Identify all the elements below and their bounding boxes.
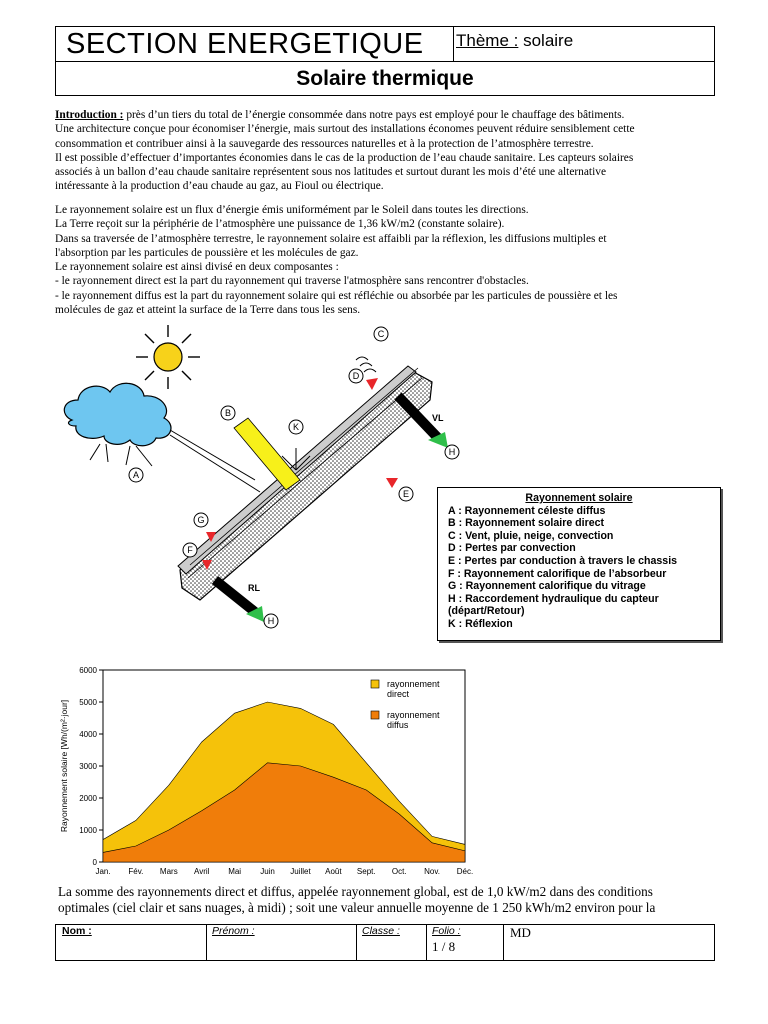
diagram-label-g: G	[197, 515, 205, 525]
rayonnement-paragraph	[55, 203, 715, 317]
intro-paragraph	[55, 108, 715, 194]
intro-line: Il est possible d’effectuer d’importantes économies dans le cas de la production de l’eau chaude sanitaire. Les capteurs solaires	[55, 151, 634, 164]
diagram-label-f: F	[187, 545, 193, 555]
intro-line	[55, 108, 715, 122]
y-tick-label: 6000	[79, 666, 97, 675]
legend-item: G : Rayonnement calorifique du vitrage	[448, 580, 646, 593]
intro-line: Une architecture conçue pour économiser l’énergie, mais surtout des installations économes peuvent réduire sensiblement cette	[55, 123, 635, 136]
classe-label: Classe :	[362, 925, 400, 937]
legend-diffus-1: rayonnement	[387, 710, 440, 720]
x-tick-label: Jan.	[95, 867, 111, 876]
diagram-label-h-top: H	[448, 447, 456, 457]
closing-line: optimales (ciel clair et sans nuages, à midi) ; soit une valeur annuelle moyenne de 1 250 kWh/m2 environ pour la	[58, 900, 656, 915]
diagram-label-rl: RL	[248, 583, 260, 593]
header-divider	[453, 27, 454, 61]
y-tick-label: 3000	[79, 762, 97, 771]
x-tick-label: Août	[325, 867, 342, 876]
intro-line: consommation et contribuer ainsi à la sauvegarde des ressources naturelles et à la protection de l’atmosphère terrestre.	[55, 137, 594, 150]
legend-item: K : Réflexion	[448, 617, 513, 630]
text-line: La Terre reçoit sur la périphérie de l’atmosphère une puissance de 1,36 kW/m2 (constante solaire).	[55, 218, 505, 231]
intro-label: Introduction :	[55, 109, 124, 121]
solar-radiation-chart	[55, 662, 475, 882]
legend-item: C : Vent, pluie, neige, convection	[448, 529, 614, 542]
legend-item: E : Pertes par conduction à travers le chassis	[448, 554, 678, 567]
legend-direct-1: rayonnement	[387, 679, 440, 689]
folio-label: Folio :	[432, 925, 461, 937]
intro-line: intéressante à la production d’eau chaude au gaz, au Fioul ou électrique.	[55, 180, 384, 193]
intro-text: près d’un tiers du total de l’énergie consommée dans notre pays est employé pour le chauffage des bâtiments.	[123, 109, 625, 121]
text-line: l'absorption par les particules de poussière et les molécules de gaz.	[55, 246, 359, 259]
y-tick-label: 4000	[79, 730, 97, 739]
intro-line: associés à un ballon d’eau chaude sanitaire représentent sous nos latitudes et surtout durant les mois d’été une alternative	[55, 166, 607, 179]
x-tick-label: Fév.	[128, 867, 144, 876]
x-tick-label: Juillet	[290, 867, 311, 876]
theme-label: Thème :	[456, 31, 519, 50]
diagram-label-d: D	[352, 371, 360, 381]
theme-value: solaire	[523, 31, 574, 50]
text-line: Dans sa traversée de l’atmosphère terrestre, le rayonnement solaire est affaibli par la réflexion, les diffusions multiples et	[55, 232, 607, 245]
folio-cell	[426, 925, 504, 960]
theme	[456, 31, 573, 51]
diagram-label-a: A	[132, 470, 140, 480]
text-line: - le rayonnement direct est la part du rayonnement qui traverse l'atmosphère sans rencontrer d'obstacles.	[55, 275, 529, 288]
legend-title: Rayonnement solaire	[525, 492, 633, 504]
diagram-label-b: B	[224, 408, 232, 418]
legend-item: A : Rayonnement céleste diffus	[448, 504, 606, 517]
diagram-label-vl: VL	[432, 413, 444, 423]
x-tick-label: Juin	[260, 867, 275, 876]
x-tick-label: Mars	[159, 867, 178, 876]
legend-item: D : Pertes par convection	[448, 542, 576, 555]
x-tick-label: Sept.	[356, 867, 376, 876]
sun-icon	[136, 325, 200, 389]
text-line: Le rayonnement solaire est ainsi divisé en deux composantes :	[55, 261, 339, 274]
diagram-label-c: C	[377, 329, 385, 339]
x-tick-label: Oct.	[391, 867, 407, 876]
prenom-cell[interactable]	[206, 925, 357, 960]
nom-label: Nom :	[62, 925, 92, 937]
folio-value: 1 / 8	[432, 939, 456, 954]
header-row	[56, 27, 714, 62]
legend-item: F : Rayonnement calorifique de l’absorbeur	[448, 567, 667, 580]
classe-cell[interactable]	[356, 925, 427, 960]
author-initials: MD	[510, 925, 531, 940]
y-tick-label: 1000	[79, 826, 97, 835]
x-tick-label: Mai	[228, 867, 242, 876]
legend-list	[438, 505, 720, 631]
legend-swatch-direct	[371, 680, 379, 688]
diagram-label-h-bottom: H	[267, 616, 275, 626]
y-tick-label: 0	[92, 858, 97, 867]
nom-cell[interactable]	[56, 925, 207, 960]
legend-swatch-diffus	[371, 711, 379, 719]
legend-item: B : Rayonnement solaire direct	[448, 517, 605, 530]
text-line: - le rayonnement diffus est la part du rayonnement solaire qui est réfléchie ou absorbée par les particules de poussière et les	[55, 289, 618, 302]
header-box	[55, 26, 715, 96]
prenom-label: Prénom :	[212, 925, 255, 937]
diagram-label-k: K	[292, 422, 300, 432]
legend-direct-2: direct	[387, 689, 410, 699]
x-tick-label: Déc.	[456, 867, 474, 876]
footer-table	[55, 924, 715, 961]
x-tick-label: Nov.	[424, 867, 441, 876]
cloud-icon	[64, 383, 171, 445]
diagram-label-e: E	[402, 489, 410, 499]
closing-paragraph	[58, 884, 718, 916]
text-line: Le rayonnement solaire est un flux d’énergie émis uniformément par le Soleil dans toutes les directions.	[55, 204, 529, 216]
legend-item: (départ/Retour)	[448, 605, 525, 618]
section-title: SECTION ENERGETIQUE	[66, 28, 424, 60]
y-tick-label: 5000	[79, 698, 97, 707]
text-line: molécules de gaz et atteint la surface de la Terre dans tous les sens.	[55, 304, 361, 317]
legend-item: H : Raccordement hydraulique du capteur	[448, 592, 659, 605]
x-tick-label: Avril	[194, 867, 210, 876]
y-tick-label: 2000	[79, 794, 97, 803]
legend-diffus-2: diffus	[387, 720, 409, 730]
page-subtitle: Solaire thermique	[296, 67, 474, 90]
solar-collector-diagram	[60, 320, 480, 640]
legend-box	[437, 487, 721, 641]
y-axis-label: Rayonnement solaire [Wh/(m²·jour]	[59, 699, 69, 833]
closing-line: La somme des rayonnements direct et diffus, appelée rayonnement global, est de 1,0 kW/m2 dans des conditions	[58, 884, 653, 899]
